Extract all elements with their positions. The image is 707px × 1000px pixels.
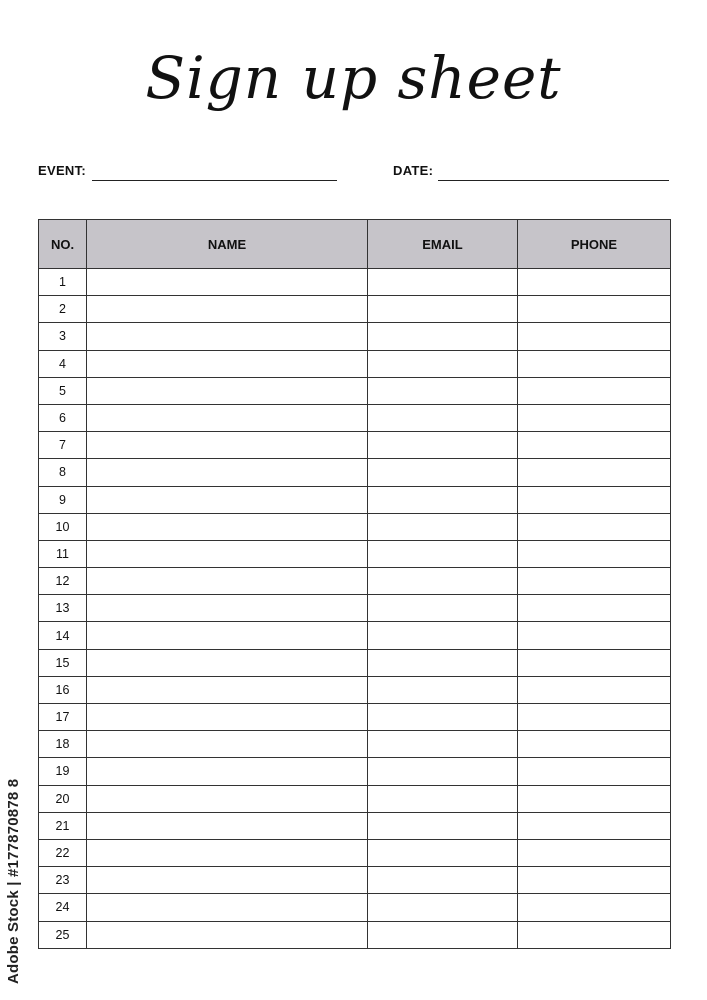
stock-watermark-text: Adobe Stock | #177870878 8 xyxy=(5,778,22,984)
table-row xyxy=(39,377,671,404)
email-cell[interactable] xyxy=(368,432,518,459)
table-row xyxy=(39,269,671,296)
table-row xyxy=(39,921,671,948)
name-cell[interactable] xyxy=(87,486,368,513)
email-cell[interactable] xyxy=(368,839,518,866)
name-cell[interactable] xyxy=(87,867,368,894)
name-cell[interactable] xyxy=(87,540,368,567)
table-row xyxy=(39,839,671,866)
row-number: 10 xyxy=(39,513,87,540)
row-number: 5 xyxy=(39,377,87,404)
email-cell[interactable] xyxy=(368,350,518,377)
row-number: 13 xyxy=(39,595,87,622)
table-row xyxy=(39,731,671,758)
email-cell[interactable] xyxy=(368,812,518,839)
phone-cell[interactable] xyxy=(518,894,671,921)
phone-cell[interactable] xyxy=(518,676,671,703)
phone-cell[interactable] xyxy=(518,921,671,948)
table-row xyxy=(39,486,671,513)
row-number: 16 xyxy=(39,676,87,703)
name-cell[interactable] xyxy=(87,323,368,350)
row-number: 25 xyxy=(39,921,87,948)
email-cell[interactable] xyxy=(368,513,518,540)
phone-cell[interactable] xyxy=(518,622,671,649)
name-cell[interactable] xyxy=(87,839,368,866)
table-body xyxy=(39,269,671,949)
table-row xyxy=(39,704,671,731)
phone-cell[interactable] xyxy=(518,404,671,431)
table-row xyxy=(39,513,671,540)
name-cell[interactable] xyxy=(87,812,368,839)
email-cell[interactable] xyxy=(368,459,518,486)
name-cell[interactable] xyxy=(87,785,368,812)
header-email: EMAIL xyxy=(368,220,518,269)
name-cell[interactable] xyxy=(87,649,368,676)
row-number: 19 xyxy=(39,758,87,785)
event-line xyxy=(92,180,337,181)
email-cell[interactable] xyxy=(368,486,518,513)
email-cell[interactable] xyxy=(368,404,518,431)
row-number: 6 xyxy=(39,404,87,431)
phone-cell[interactable] xyxy=(518,323,671,350)
date-line xyxy=(438,180,669,181)
table-row xyxy=(39,350,671,377)
row-number: 3 xyxy=(39,323,87,350)
email-cell[interactable] xyxy=(368,622,518,649)
table-row xyxy=(39,432,671,459)
row-number: 11 xyxy=(39,540,87,567)
row-number: 2 xyxy=(39,296,87,323)
name-cell[interactable] xyxy=(87,296,368,323)
row-number: 21 xyxy=(39,812,87,839)
table-row xyxy=(39,649,671,676)
header-no: NO. xyxy=(39,220,87,269)
row-number: 20 xyxy=(39,785,87,812)
email-cell[interactable] xyxy=(368,568,518,595)
name-cell[interactable] xyxy=(87,513,368,540)
name-cell[interactable] xyxy=(87,595,368,622)
email-cell[interactable] xyxy=(368,676,518,703)
name-cell[interactable] xyxy=(87,404,368,431)
phone-cell[interactable] xyxy=(518,812,671,839)
row-number: 14 xyxy=(39,622,87,649)
phone-cell[interactable] xyxy=(518,269,671,296)
row-number: 7 xyxy=(39,432,87,459)
phone-cell[interactable] xyxy=(518,432,671,459)
email-cell[interactable] xyxy=(368,595,518,622)
email-cell[interactable] xyxy=(368,758,518,785)
name-cell[interactable] xyxy=(87,676,368,703)
table-row xyxy=(39,568,671,595)
name-cell[interactable] xyxy=(87,622,368,649)
phone-cell[interactable] xyxy=(518,377,671,404)
row-number: 4 xyxy=(39,350,87,377)
name-cell[interactable] xyxy=(87,432,368,459)
table-row xyxy=(39,595,671,622)
phone-cell[interactable] xyxy=(518,649,671,676)
email-cell[interactable] xyxy=(368,296,518,323)
date-label: DATE: xyxy=(393,163,434,178)
phone-cell[interactable] xyxy=(518,785,671,812)
row-number: 1 xyxy=(39,269,87,296)
phone-cell[interactable] xyxy=(518,513,671,540)
email-cell[interactable] xyxy=(368,731,518,758)
email-cell[interactable] xyxy=(368,540,518,567)
event-label: EVENT: xyxy=(38,163,87,178)
email-cell[interactable] xyxy=(368,377,518,404)
email-cell[interactable] xyxy=(368,323,518,350)
name-cell[interactable] xyxy=(87,377,368,404)
name-cell[interactable] xyxy=(87,459,368,486)
name-cell[interactable] xyxy=(87,758,368,785)
row-number: 24 xyxy=(39,894,87,921)
table-row xyxy=(39,323,671,350)
header-phone: PHONE xyxy=(518,220,671,269)
table-row xyxy=(39,894,671,921)
phone-cell[interactable] xyxy=(518,867,671,894)
table-row xyxy=(39,812,671,839)
phone-cell[interactable] xyxy=(518,296,671,323)
name-cell[interactable] xyxy=(87,269,368,296)
phone-cell[interactable] xyxy=(518,758,671,785)
row-number: 12 xyxy=(39,568,87,595)
email-cell[interactable] xyxy=(368,894,518,921)
phone-cell[interactable] xyxy=(518,731,671,758)
name-cell[interactable] xyxy=(87,350,368,377)
email-cell[interactable] xyxy=(368,785,518,812)
phone-cell[interactable] xyxy=(518,839,671,866)
phone-cell[interactable] xyxy=(518,350,671,377)
row-number: 18 xyxy=(39,731,87,758)
row-number: 23 xyxy=(39,867,87,894)
name-cell[interactable] xyxy=(87,921,368,948)
row-number: 22 xyxy=(39,839,87,866)
row-number: 8 xyxy=(39,459,87,486)
table-row xyxy=(39,758,671,785)
email-cell[interactable] xyxy=(368,867,518,894)
phone-cell[interactable] xyxy=(518,540,671,567)
email-cell[interactable] xyxy=(368,921,518,948)
email-cell[interactable] xyxy=(368,649,518,676)
table-row xyxy=(39,540,671,567)
name-cell[interactable] xyxy=(87,894,368,921)
phone-cell[interactable] xyxy=(518,595,671,622)
email-cell[interactable] xyxy=(368,704,518,731)
signup-table xyxy=(38,219,671,949)
table-row xyxy=(39,459,671,486)
row-number: 17 xyxy=(39,704,87,731)
table-row xyxy=(39,622,671,649)
page-title: Sign up sheet xyxy=(145,44,562,112)
table-row xyxy=(39,296,671,323)
phone-cell[interactable] xyxy=(518,459,671,486)
table-row xyxy=(39,404,671,431)
name-cell[interactable] xyxy=(87,568,368,595)
name-cell[interactable] xyxy=(87,731,368,758)
header-name: NAME xyxy=(87,220,368,269)
row-number: 9 xyxy=(39,486,87,513)
phone-cell[interactable] xyxy=(518,568,671,595)
phone-cell[interactable] xyxy=(518,486,671,513)
email-cell[interactable] xyxy=(368,269,518,296)
phone-cell[interactable] xyxy=(518,704,671,731)
name-cell[interactable] xyxy=(87,704,368,731)
row-number: 15 xyxy=(39,649,87,676)
table-row xyxy=(39,676,671,703)
table-row xyxy=(39,867,671,894)
table-row xyxy=(39,785,671,812)
table-header-row xyxy=(39,220,671,269)
